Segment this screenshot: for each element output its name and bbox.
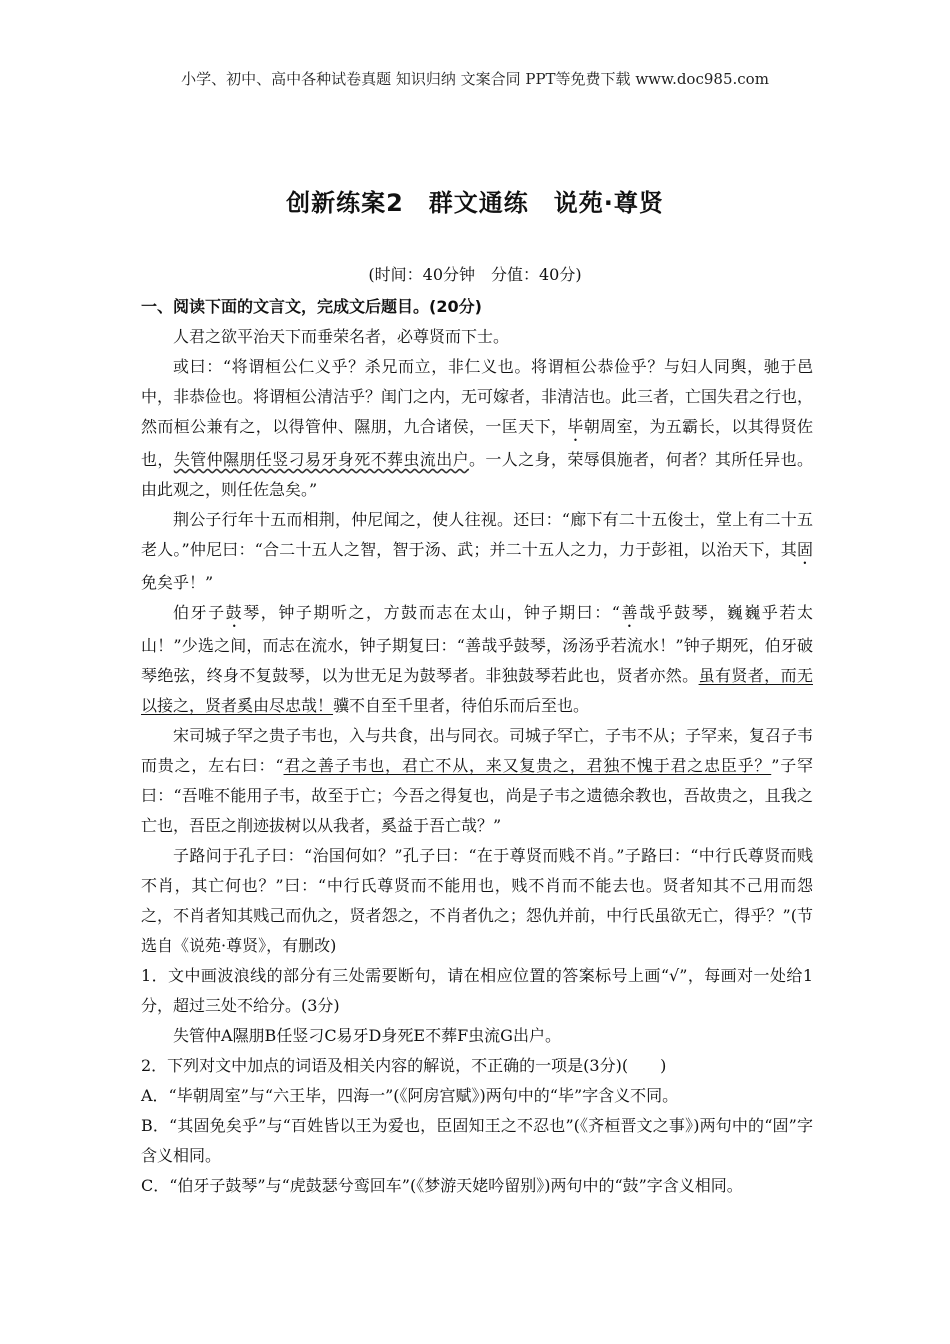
dotted-word: 固	[796, 540, 813, 559]
document-body	[141, 292, 813, 1201]
time-score-info: (时间：40分钟 分值：40分)	[368, 265, 582, 284]
underlined-sentence: 君之善子韦也，君亡不从，来又复贵之，君独不愧于君之忠臣乎？	[283, 756, 772, 775]
question-2-option-b: B．“其固免矣乎”与“百姓皆以王为爱也，臣固知王之不忍也”(《齐桓晋文之事》)两句中的“固”字含义相同。	[141, 1116, 813, 1165]
text-segment: 荆公子行年十五而相荆，仲尼闻之，使人往视。还曰：“廊下有二十五俊士，堂上有二十五老人。”仲尼曰：“合二十五人之智，智于汤、武；并二十五人之力，力于彭祖，以治天下，其	[141, 510, 813, 559]
question-2-option-a: A．“毕朝周室”与“六王毕，四海一”(《阿房宫赋》)两句中的“毕”字含义不同。	[141, 1086, 679, 1105]
text-segment: 琴，钟子期听之，方鼓而志在太山，钟子期曰：“	[243, 603, 620, 622]
text-segment: 或曰：“将谓桓公仁义乎？杀兄而立，非仁义也。将谓桓公恭俭乎？与妇人同舆，驰于邑中，非恭俭也。将谓桓公清洁乎？闺门之内，无可嫁者，非清洁也。此三者，亡国失君之行也，然而桓公兼有之，以得管仲、隰朋，九合诸侯，一匡天下，	[141, 357, 814, 436]
dotted-word: 毕	[567, 417, 584, 436]
section-heading: 一、阅读下面的文言文，完成文后题目。(20分)	[141, 297, 482, 316]
text-segment: 。一人之身，荣辱俱施者，何者？其所任异也。由此观之，则任佐急矣。”	[141, 450, 813, 499]
text-segment: 朝周室，为五霸长，以其得贤佐也，	[141, 417, 813, 469]
question-2: 2．下列对文中加点的词语及相关内容的解说，不正确的一项是(3分)( )	[141, 1056, 667, 1075]
passage-paragraph-3	[141, 505, 813, 598]
wavy-underlined-text: 失管仲隰朋任竖刁易牙身死不葬虫流出户	[173, 450, 469, 469]
question-1: 1．文中画波浪线的部分有三处需要断句，请在相应位置的答案标号上画“√”，每画对一处给1分，超过三处不给分。(3分)	[141, 966, 813, 1015]
page-title: 创新练案2 群文通练 说苑·尊贤	[286, 189, 664, 217]
text-segment: ”子罕曰：“吾唯不能用子韦，故至于亡；今吾之得复也，尚是子韦之遗德余教也，吾故贵之，且我之亡也，吾臣之削迹拔树以从我者，奚益于吾亡哉？”	[141, 756, 813, 835]
passage-paragraph-2	[141, 352, 813, 505]
text-segment: 哉乎鼓琴，巍巍乎若太山！”少选之间，而志在流水，钟子期复曰：“善哉乎鼓琴，汤汤乎若流水！”钟子期死，伯牙破琴绝弦，终身不复鼓琴，以为世无足为鼓琴者。非独鼓琴若此也，贤者亦然。	[141, 603, 813, 685]
passage-paragraph-5	[141, 721, 813, 841]
dotted-word: 鼓	[225, 603, 244, 622]
text-segment: 骥不自至千里者，待伯乐而后至也。	[333, 696, 590, 715]
dotted-word: 善	[619, 603, 640, 622]
passage-paragraph-6: 子路问于孔子曰：“治国何如？”孔子曰：“在于尊贤而贱不肖。”子路曰：“中行氏尊贤而贱不肖，其亡何也？”曰：“中行氏尊贤而不能用也，贱不肖而不能去也。贤者知其不己用而怨之，不肖者知其贱己而仇之，贤者怨之，不肖者仇之；怨仇并前，中行氏虽欲无亡，得乎？”(节选自《说苑·尊贤》，有删改)	[141, 846, 813, 955]
passage-paragraph-4	[141, 598, 813, 721]
underlined-sentence: 虽有贤者，而无以接之，贤者奚由尽忠哉！	[141, 666, 813, 715]
question-2-option-c: C．“伯牙子鼓琴”与“虎鼓瑟兮鸾回车”(《梦游天姥吟留别》)两句中的“鼓”字含义相同。	[141, 1176, 743, 1195]
text-segment: 宋司城子罕之贵子韦也，入与共食，出与同衣。司城子罕亡，子韦不从；子罕来，复召子韦而贵之，左右曰：“	[141, 726, 814, 775]
text-segment: 伯牙子	[173, 603, 226, 622]
question-1-options: 失管仲A隰朋B任竖刁C易牙D身死E不葬F虫流G出户。	[173, 1026, 561, 1045]
page-header: 小学、初中、高中各种试卷真题 知识归纳 文案合同 PPT等免费下载 www.doc985.com	[181, 70, 769, 88]
passage-paragraph-1: 人君之欲平治天下而垂荣名者，必尊贤而下士。	[173, 327, 510, 346]
text-segment: 免矣乎！”	[141, 573, 214, 592]
